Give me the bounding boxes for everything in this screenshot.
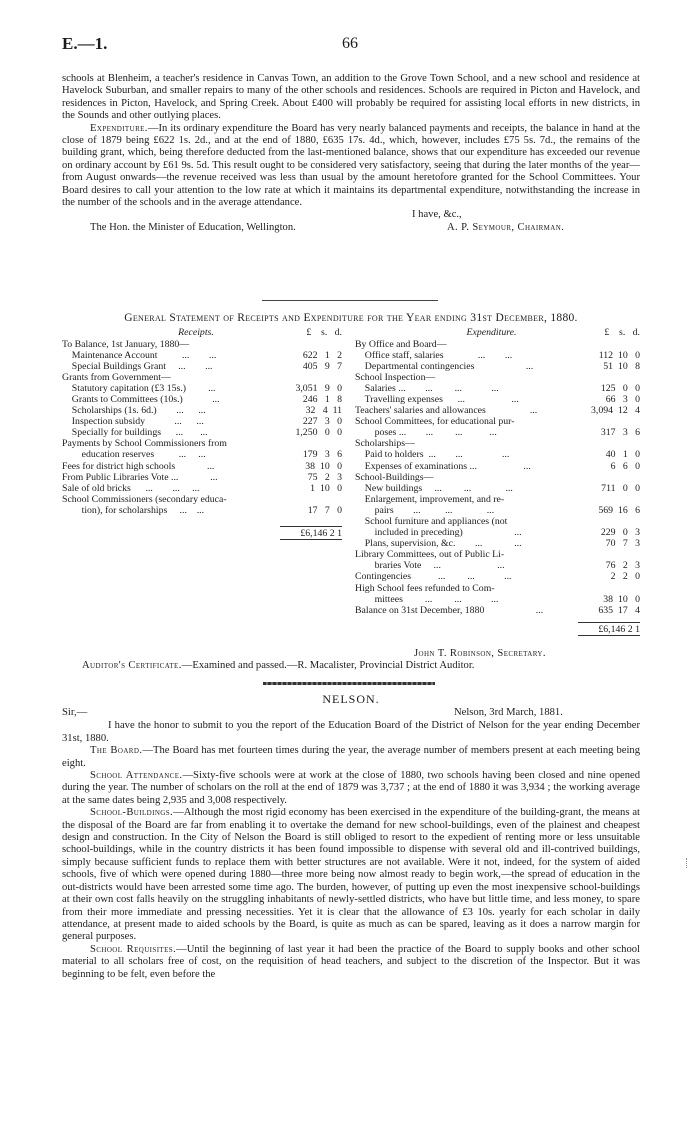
expenditure-text: —In its ordinary expenditure the Board has very nearly balanced payments and receipts, the balance in hand at the close of 1879 being £622 1s. 2d., and at the end of 1880, £635 17s. 4d., which, however, includes £75 5s. 7d., the remains of the building grant, which, being therefore deducted from the last-mentioned balance, shows that our expenditure has exceeded our revenue on ordinary account by £61 9s. 5d. This result ought to be considered very satisfactory, seeing that during the later months of the year—from August onwards—the revenue received was less than usual by the amount heretofore granted for the School Committees. Your Board desires to call your attention to the low rate at which it maintains its departmental expenditure, notwithstanding the increase in the number of the schools and in the average attendance. [62,122,640,209]
ledger-item-amount: 405 9 7 [302,360,342,372]
ledger-item-label: poses ... ... ... ... [355,427,497,439]
receipts-total: £6,146 2 1 [280,526,342,540]
blenheim-paragraph: schools at Blenheim, a teacher's residence in Canvas Town, an addition to the Grove Town School, and a new school and residence at Havelock Suburban, and smaller repairs to many of the other schools and residences. Schools are required in Picton and Havelock, and residences in Picton, Havelock, and Spring Creek. About £400 will probably be required for assisting local efforts in new districts, in the Sounds and other outlying places. [62,73,640,122]
ledger-row [355,538,640,549]
ledger-item-label: Paid to holders ... ... ... [355,449,510,461]
ledger-row [355,427,640,438]
ledger-item-label: New buildings ... ... ... [355,482,513,494]
ledger-item-amount: 1,250 0 0 [295,427,342,439]
expenditure-rows [355,339,640,616]
ledger-row [355,350,640,361]
ledger-row [62,416,342,427]
ledger-item-amount: 38 10 0 [305,460,342,472]
ledger-item-label: Payments by School Commissioners from [62,438,227,450]
ledger-item-label: Plans, supervision, &c. ... ... [355,538,522,550]
ledger-row [355,483,640,494]
ledger-row [355,461,640,472]
ledger-item-amount: 3,094 12 4 [591,405,640,417]
auditor-certificate [62,660,640,672]
ledger-item-label: Salaries ... ... ... ... [355,382,499,394]
ledger-item-amount: 1 10 0 [310,482,342,494]
ledger-item-label: Balance on 31st December, 1880 ... [355,604,544,616]
page-number: 66 [342,35,358,52]
ledger-item-label: Special Buildings Grant ... ... [62,360,213,372]
ledger-item-amount: 622 1 2 [302,349,342,361]
expenditure-total: £6,146 2 1 [578,622,640,636]
ledger-item-amount: 75 2 3 [307,471,342,483]
ledger-row [355,527,640,538]
ledger-item-label: Travelling expenses ... ... [355,393,519,405]
ledger-row [62,438,342,449]
ledger-row [62,449,342,460]
ledger-item-amount: 6 6 0 [610,460,640,472]
ledger-item-label: To Balance, 1st January, 1880— [62,338,190,350]
attendance-text: —Sixty-five schools were at work at the close of 1880, two schools having been closed and nine opened during the year. The number of scholars on the roll at the end of 1879 was 3,737 ; at the end of 1880 it was 3,934 ; the working average at the same dates being 2,935 and 3,008 respectively. [62,770,640,806]
expenditure-column [355,327,640,636]
auditor-heading: Auditor's Certificate. [82,660,182,672]
ledger-row [355,560,640,571]
buildings-heading: School-Buildings. [90,807,174,819]
ledger-item-amount: 569 16 6 [598,504,640,516]
ledger-row [62,494,342,505]
ledger-item-amount: 3,051 9 0 [295,382,342,394]
ledger-item-label: Enlargement, improvement, and re- [355,493,505,505]
ledger-item-label: School Commissioners (secondary educa- [62,493,227,505]
page-header [0,34,700,62]
ledger-item-label: Expenses of examinations ... ... [355,460,531,472]
ledger-row [355,583,640,594]
nelson-title: NELSON. [322,692,380,706]
ornamental-rule [263,682,435,685]
receipts-total-row [62,526,342,540]
ledger-row [62,483,342,494]
ledger-item-label: Scholarships (1s. 6d.) ... ... [62,405,206,417]
margin-mark [686,858,689,868]
ledger-item-amount: 70 7 3 [605,538,640,550]
closing-formula: I have, &c., [412,209,462,221]
board-heading: The Board. [90,745,143,757]
ledger-row [62,372,342,383]
lsd-heading: £ s. d. [604,327,640,339]
ledger-row [355,438,640,449]
ledger-item-label: Office staff, salaries ... ... [355,349,513,361]
ledger-row [355,372,640,383]
ledger-item-label: Maintenance Account ... ... [62,349,217,361]
ledger-item-label: mittees ... ... ... [355,593,499,605]
ledger-row [62,505,342,516]
ledger-item-amount: 17 7 0 [307,504,342,516]
attendance-heading: School Attendance. [90,770,183,782]
salutation: Sir,— [62,707,88,719]
ledger-item-label: education reserves ... ... [62,449,206,461]
ledger-row [355,605,640,616]
ledger-item-label: Specially for buildings ... ... [62,427,208,439]
place-date: Nelson, 3rd March, 1881. [454,707,563,719]
ledger-item-amount: 51 10 8 [603,360,640,372]
ledger-item-amount: 112 10 0 [598,349,640,361]
auditor-text: —Examined and passed.—R. Macalister, Provincial District Auditor. [181,660,475,672]
ledger-item-label: Sale of old bricks ... ... ... [62,482,200,494]
requisites-paragraph [62,944,640,981]
addressee: The Hon. the Minister of Education, Wellington. [90,222,296,234]
ledger-item-amount: 179 3 6 [302,449,342,461]
ledger-item-amount: 76 2 3 [605,560,640,572]
buildings-text: —Although the most rigid economy has been exercised in the expenditure of the building-grant, the means at the disposal of the Board are far from enabling it to overtake the demand for new school-buildings, even of the plainest and cheapest design and construction. In the City of Nelson the Board is still obliged to resort to the expedient of renting more or less unsuitable school-buildings, while in the country districts it has been found impossible to dispense with several old and ill-contrived buildings, simply because sufficient funds to replace them with better structures are not available. Were it not, indeed, for the system of aided schools, five of which were opened during 1880—three more being now almost ready to begin work,—the spread of education in the out-districts would have been arrested some time ago. The burden, however, of putting up even the most inexpensive school-buildings at their own cost falls heavily on the struggling inhabitants of newly-settled districts, who have but little time, and less money, to spare from their more immediate and pressing necessities. Yet it is clear that the allowance of £3 10s. yearly for each scholar in daily attendance, at present made to aided schools by the Board, is quite as much as can be spared, leaving as it does a narrow margin for general purposes. [62,807,640,943]
buildings-paragraph [62,807,640,943]
ledger-row [355,516,640,527]
ledger-row [355,494,640,505]
ledger-item-label: Grants to Committees (10s.) ... [62,393,220,405]
lsd-heading: £ s. d. [306,327,342,339]
ledger-item-label: Statutory capitation (£3 15s.) ... [62,382,216,394]
receipts-header [62,327,342,338]
expenditure-heading: Expenditure. [90,122,148,134]
general-statement [62,312,640,636]
ledger-row [62,461,342,472]
requisites-heading: School Requisites. [90,943,177,955]
ledger-row [355,405,640,416]
ledger-item-amount: 229 0 3 [600,527,640,539]
ledger-item-label: School Committees, for educational pur- [355,416,515,428]
ledger-row [355,394,640,405]
ledger-row [355,571,640,582]
ledger-row [62,405,342,416]
ledger-item-label: By Office and Board— [355,338,447,350]
requisites-text: —Until the beginning of last year it had been the practice of the Board to supply books and other school material to all scholars free of cost, on the requisition of head teachers, and subject to the discretion of the Inspector. But it was beginning to be felt, even before the [62,943,640,980]
ledger-item-label: Fees for district high schools ... [62,460,215,472]
secretary-signature: John T. Robinson, Secretary. [414,648,546,659]
ledger-item-label: From Public Libraries Vote ... ... [62,471,218,483]
statement-signatures [62,648,640,673]
closing-block [62,209,640,235]
ledger-item-label: School furniture and appliances (not [355,516,508,527]
expenditure-header [355,327,640,338]
expenditure-paragraph [62,123,640,210]
expenditure-heading: Expenditure. [466,327,517,339]
ledger-item-label: Inspection subsidy ... ... [62,416,204,428]
ledger-item-label: Library Committees, out of Public Li- [355,549,505,561]
receipts-heading: Receipts. [178,327,214,339]
ledger-item-label: School Inspection— [355,371,436,383]
marlborough-report-continuation [62,73,640,235]
ledger-row [355,383,640,394]
ledger-item-amount: 227 3 0 [302,416,342,428]
ledger-item-label: Contingencies ... ... ... [355,571,512,583]
ledger-item-amount: 66 3 0 [605,393,640,405]
expenditure-total-row [355,622,640,636]
ledger-item-amount: 711 0 0 [601,482,640,494]
statement-title: General Statement of Receipts and Expenditure for the Year ending 31st December, 1880. [124,312,578,324]
ledger-row [355,416,640,427]
ledger-item-amount: 38 10 0 [603,593,640,605]
ledger-item-label: High School fees refunded to Com- [355,582,495,594]
ledger-item-amount: 246 1 8 [302,393,342,405]
chairman-signature: A. P. Seymour, Chairman. [447,222,565,234]
ledger-row [355,505,640,516]
ledger-item-label: tion), for scholarships ... ... [62,504,205,516]
nelson-report [62,693,640,981]
ledger-row [355,339,640,350]
ledger-row [62,383,342,394]
ledger-row [355,472,640,483]
ledger-item-label: School-Buildings— [355,471,434,483]
ledger-item-label: Departmental contingencies ... [355,360,534,372]
salutation-line [62,707,640,720]
ledger-item-amount: 32 4 11 [305,405,342,417]
document-code: E.—1. [62,34,108,53]
ledger-item-amount: 317 3 6 [600,427,640,439]
ledger-item-label: Teachers' salaries and allowances ... [355,405,538,417]
ledger-row [355,361,640,372]
ledger-row [62,427,342,438]
ledger-item-amount: 635 17 4 [598,604,640,616]
board-text: —The Board has met fourteen times during the year, the average number of members present at each meeting being eight. [62,745,641,769]
ledger-item-amount: 40 1 0 [605,449,640,461]
receipts-column [62,327,342,636]
ledger-row [62,361,342,372]
ledger-item-label: Grants from Government— [62,371,171,383]
ledger-item-amount: 125 0 0 [600,382,640,394]
ledger-row [355,549,640,560]
ledger-item-label: braries Vote ... ... [355,560,505,572]
receipts-rows [62,339,342,517]
ledger-row [62,394,342,405]
section-divider [262,300,438,301]
ledger-row [62,339,342,350]
ledger-row [62,472,342,483]
ledger-row [355,594,640,605]
ledger-row [355,449,640,460]
intro-paragraph: I have the honor to submit to you the report of the Education Board of the District of Nelson for the year ending December 31st, 1880. [62,720,640,744]
ledger-item-label: pairs ... ... ... [355,504,495,516]
board-paragraph [62,745,640,770]
ledger-item-label: Scholarships— [355,438,415,450]
ledger-item-amount: 2 2 0 [610,571,640,583]
ledger-row [62,350,342,361]
ledger-item-label: included in preceding) ... [355,527,522,539]
attendance-paragraph [62,770,640,807]
